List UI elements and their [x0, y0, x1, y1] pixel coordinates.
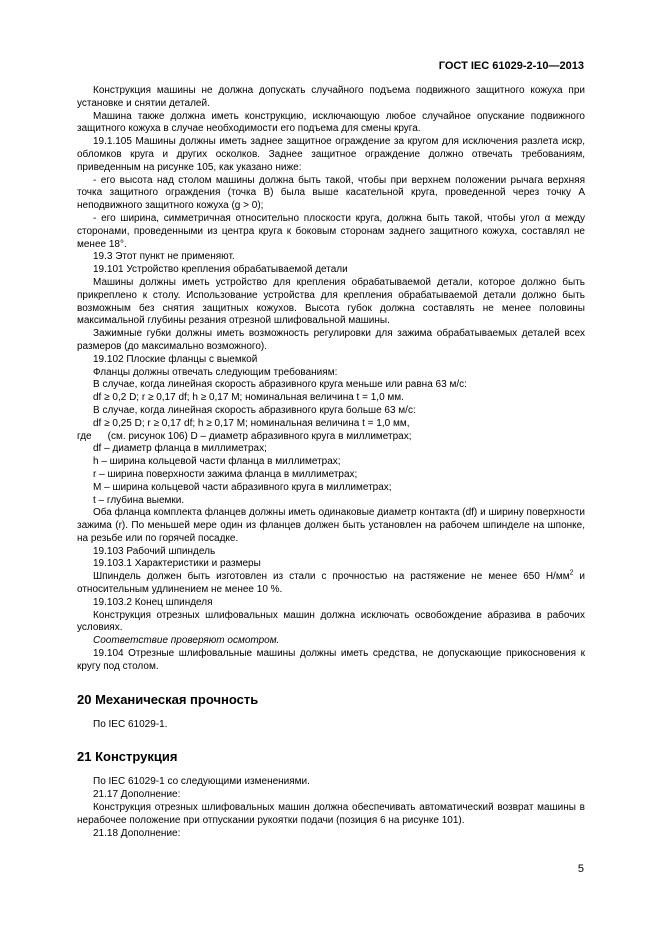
page-number: 5 — [577, 863, 584, 875]
where-line — [77, 431, 585, 444]
paragraph: Конструкция машины не должна допускать случайного подъема подвижного защитного кожуха при установке и снятии деталей. — [77, 85, 585, 109]
paragraph: Конструкция отрезных шлифовальных машин должна исключать освобождение абразива в рабочих условиях. — [77, 609, 585, 634]
definition-text: (см. рисунок 106) D – диаметр абразивного круга в миллиметрах; — [107, 430, 412, 442]
standard-header: ГОСТ IEC 61029-2-10—2013 — [438, 60, 584, 72]
paragraph: Конструкция отрезных шлифовальных машин должна обеспечивать автоматический возврат машины в нерабочее положение при отпускании рукоятки подачи (позиция 6 на рисунке 101). — [77, 802, 585, 826]
clause-heading: 19.101 Устройство крепления обрабатываемой детали — [93, 264, 348, 276]
definition-line: h – ширина кольцевой части фланца в миллиметрах; — [93, 456, 341, 468]
paragraph: - его ширина, симметричная относительно плоскости круга, должна быть такой, чтобы угол α между сторонами, проведенными из центра круга к боковым сторонам заднего защитного кожуха, составлял не менее 18°. — [77, 212, 585, 250]
document-body — [77, 85, 585, 840]
clause-heading: 19.103 Рабочий шпиндель — [93, 545, 216, 557]
clause-heading: 19.103.2 Конец шпинделя — [93, 596, 213, 608]
clause-heading: 19.102 Плоские фланцы с выемкой — [93, 353, 258, 365]
paragraph: По IEC 61029-1. — [93, 718, 168, 730]
paragraph: Машины должны иметь устройство для крепления обрабатываемой детали, которое должно быть прикреплено к столу. Использование устройства для крепления обрабатываемой детали должно быть возможным без снятия защитных кожухов. Высота губок должна составлять не менее половины максимальной глубины резания отрезной шлифовальной машины. — [77, 276, 585, 327]
clause-line: 21.18 Дополнение: — [93, 827, 181, 839]
definition-line: M – ширина кольцевой части абразивного круга в миллиметрах; — [93, 481, 392, 493]
paragraph: По IEC 61029-1 со следующими изменениями. — [93, 776, 310, 788]
paragraph: Зажимные губки должны иметь возможность регулировки для зажима обрабатываемых деталей всех размеров (до максимально возможного). — [77, 328, 585, 352]
paragraph: 19.1.105 Машины должны иметь заднее защитное ограждение за кругом для исключения разлета искр, обломков круга и других осколков. Заднее защитное ограждение должно отвечать требованиям, приведенным на рисунке 105, как указано ниже: — [77, 136, 585, 173]
formula-line: df ≥ 0,25 D; r ≥ 0,17 df; h ≥ 0,17 M; номинальная величина t = 1,0 мм, — [93, 417, 410, 429]
paragraph: Машина также должна иметь конструкцию, исключающую любое случайное опускание подвижного защитного кожуха в случае необходимости его подъема для смены круга. — [77, 110, 585, 135]
paragraph: В случае, когда линейная скорость абразивного круга больше 63 м/с: — [93, 404, 416, 416]
definition-line: t – глубина выемки. — [93, 494, 185, 506]
clause-line: 21.17 Дополнение: — [93, 789, 181, 801]
clause-heading: 19.103.1 Характеристики и размеры — [93, 558, 261, 570]
paragraph: - его высота над столом машины должна быть такой, чтобы при верхнем положении рычага верхняя точка защитного ограждения (точка В) была выше касательной круга, проведенной через точку А неподвижного защитного кожуха (g > 0); — [77, 174, 585, 212]
spindle-text: Шпиндель должен быть изготовлен из стали с прочностью на растяжение не менее 650 Н/мм — [93, 571, 570, 583]
section-20-title: 20 Механическая прочность — [77, 691, 259, 707]
compliance-note: Соответствие проверяют осмотром. — [93, 635, 280, 647]
clause-line: 19.3 Этот пункт не применяют. — [93, 251, 235, 263]
definition-line: df – диаметр фланца в миллиметрах; — [93, 443, 267, 455]
where-word: где — [77, 430, 92, 442]
formula-line: df ≥ 0,2 D; r ≥ 0,17 df; h ≥ 0,17 M; номинальная величина t = 1,0 мм. — [93, 392, 404, 404]
paragraph: Оба фланца комплекта фланцев должны иметь одинаковые диаметр контакта (df) и ширину поверхности зажима (r). По меньшей мере один из фланцев должен быть установлен на рабочем шпинделе на шпонке, на резьбе или по горячей посадке. — [77, 507, 585, 544]
paragraph: Фланцы должны отвечать следующим требованиям: — [93, 366, 338, 378]
paragraph — [77, 571, 585, 597]
section-21-title: 21 Конструкция — [77, 749, 178, 765]
superscript: 2 — [569, 569, 574, 577]
paragraph: В случае, когда линейная скорость абразивного круга меньше или равна 63 м/с: — [93, 379, 467, 391]
spindle-text-cont: и относительным удлинением не менее 10 %. — [77, 571, 586, 596]
definition-line: r – ширина поверхности зажима фланца в миллиметрах; — [93, 468, 358, 480]
paragraph: 19.104 Отрезные шлифовальные машины должны иметь средства, не допускающие прикосновения к кругу под столом. — [77, 648, 585, 672]
